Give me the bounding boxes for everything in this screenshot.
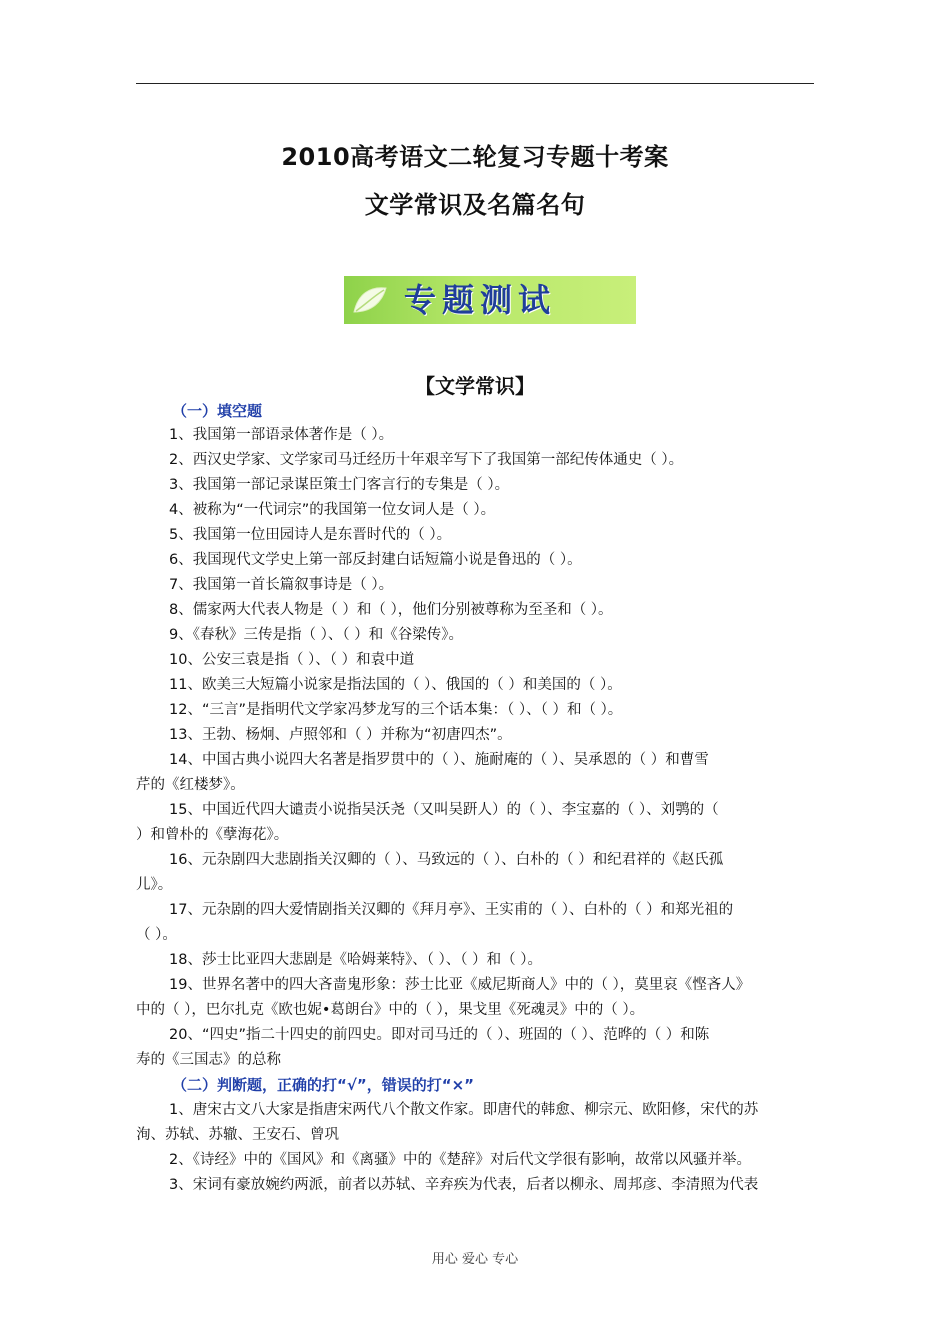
question-line-continued: 寿的《三国志》的总称 <box>136 1052 281 1068</box>
leaf-icon <box>352 284 388 316</box>
question-line: 12、“三言”是指明代文学家冯梦龙写的三个话本集：（ ）、（ ）和（ ）。 <box>169 702 623 718</box>
document-title: 2010高考语文二轮复习专题十考案 <box>281 143 669 171</box>
part2-heading: （二）判断题，正确的打“√”，错误的打“×” <box>172 1076 475 1094</box>
question-line-continued: 儿》。 <box>136 877 173 893</box>
banner-label: 专题测试 <box>404 281 557 319</box>
judgment-line: 1、唐宋古文八大家是指唐宋两代八个散文作家。即唐代的韩愈、柳宗元、欧阳修，宋代的苏 <box>169 1102 759 1118</box>
question-line-continued: 芹的《红楼梦》。 <box>136 777 245 793</box>
question-line: 5、我国第一位田园诗人是东晋时代的（ ）。 <box>169 527 452 543</box>
question-line: 11、欧美三大短篇小说家是指法国的（ ）、俄国的（ ）和美国的（ ）。 <box>169 677 622 693</box>
question-line-continued: 中的（ ），巴尔扎克《欧也妮•葛朗台》中的（ ），果戈里《死魂灵》中的（ ）。 <box>136 1002 645 1018</box>
question-line: 10、公安三袁是指（ ）、（ ）和袁中道 <box>169 652 415 668</box>
question-line: 16、元杂剧四大悲剧指关汉卿的（ ）、马致远的（ ）、白朴的（ ）和纪君祥的《赵氏孤 <box>169 852 724 868</box>
question-line-continued: ）和曾朴的《孽海花》。 <box>136 827 289 843</box>
judgment-line: 3、宋词有豪放婉约两派，前者以苏轼、辛弃疾为代表，后者以柳永、周邦彦、李清照为代表 <box>169 1177 759 1193</box>
question-line: 7、我国第一首长篇叙事诗是（ ）。 <box>169 577 394 593</box>
question-line: 4、被称为“一代词宗”的我国第一位女词人是（ ）。 <box>169 502 496 518</box>
question-line: 6、我国现代文学史上第一部反封建白话短篇小说是鲁迅的（ ）。 <box>169 552 582 568</box>
judgment-line-continued: 洵、苏轼、苏辙、王安石、曾巩 <box>136 1127 339 1143</box>
topic-test-banner <box>344 276 636 324</box>
question-line: 13、王勃、杨炯、卢照邻和（ ）并称为“初唐四杰”。 <box>169 727 512 743</box>
section-title: 【文学常识】 <box>415 374 535 398</box>
question-line: 18、莎士比亚四大悲剧是《哈姆莱特》、（ ）、（ ）和（ ）。 <box>169 952 543 968</box>
question-line: 17、元杂剧的四大爱情剧指关汉卿的《拜月亭》、王实甫的（ ）、白朴的（ ）和郑光祖的 <box>169 902 734 918</box>
question-line: 2、西汉史学家、文学家司马迁经历十年艰辛写下了我国第一部纪传体通史（ ）。 <box>169 452 684 468</box>
question-line: 20、“四史”指二十四史的前四史。即对司马迁的（ ）、班固的（ ）、范晔的（ ）和陈 <box>169 1027 710 1043</box>
question-line: 1、我国第一部语录体著作是（ ）。 <box>169 427 394 443</box>
question-line: 19、世界名著中的四大吝啬鬼形象：莎士比亚《威尼斯商人》中的（ ），莫里哀《悭吝人》 <box>169 977 751 993</box>
judgment-line: 2、《诗经》中的《国风》和《离骚》中的《楚辞》对后代文学很有影响，故常以风骚并举。 <box>169 1152 751 1168</box>
question-line: 9、《春秋》三传是指（ ）、（ ）和《谷梁传》。 <box>169 627 463 643</box>
question-line: 8、儒家两大代表人物是（ ）和（ ），他们分别被尊称为至圣和（ ）。 <box>169 602 613 618</box>
header-rule <box>136 83 814 84</box>
question-line: 3、我国第一部记录谋臣策士门客言行的专集是（ ）。 <box>169 477 510 493</box>
question-line-continued: （ ）。 <box>136 927 177 943</box>
page-footer: 用心 爱心 专心 <box>431 1252 519 1267</box>
question-line: 14、中国古典小说四大名著是指罗贯中的（ ）、施耐庵的（ ）、吴承恩的（ ）和曹雪 <box>169 752 709 768</box>
question-line: 15、中国近代四大谴责小说指吴沃尧（又叫吴趼人）的（ ）、李宝嘉的（ ）、刘鹗的（ <box>169 802 719 818</box>
part1-heading: （一）填空题 <box>172 402 263 420</box>
document-subtitle: 文学常识及名篇名句 <box>364 191 586 219</box>
